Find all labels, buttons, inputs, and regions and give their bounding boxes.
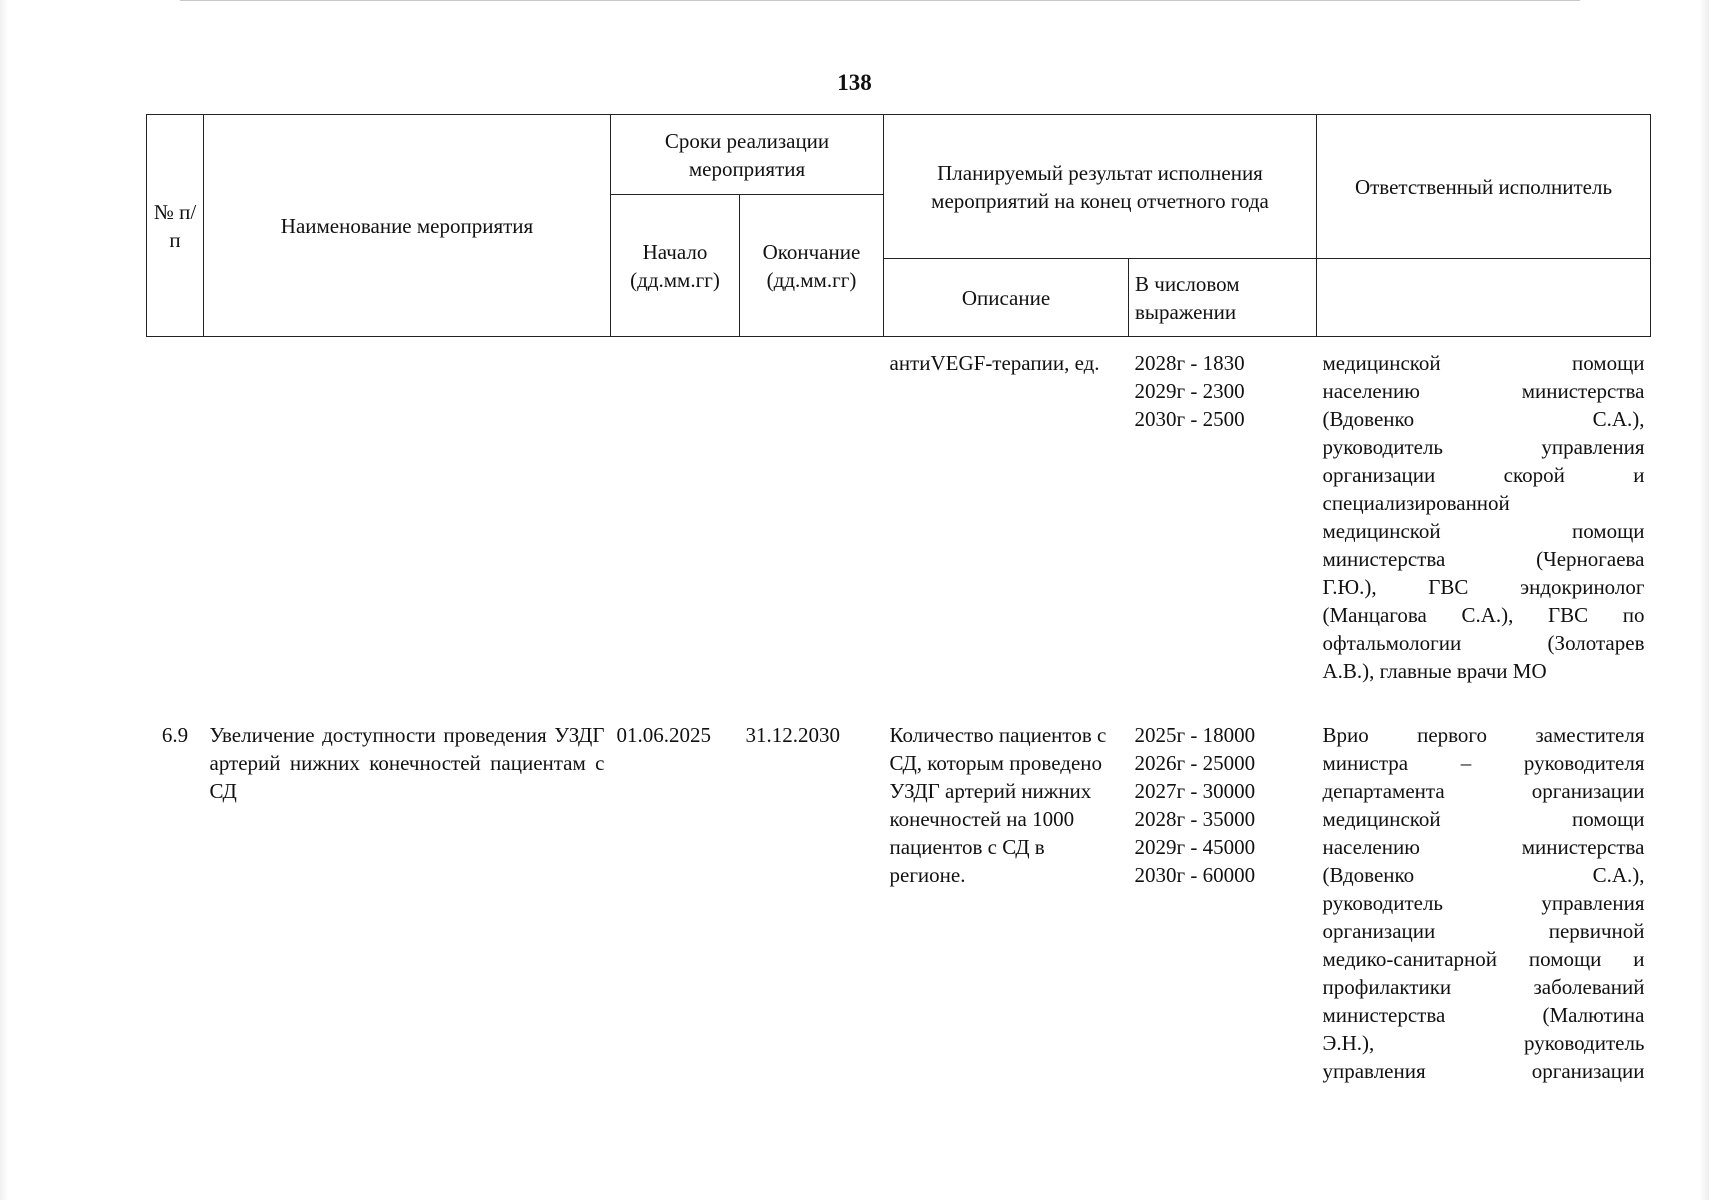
row-num: 6.9 <box>161 723 189 747</box>
row-start <box>611 337 740 716</box>
header-terms: Сроки реализации мероприятия <box>611 115 884 195</box>
numeric-line: 2030г - 2500 <box>1134 407 1245 431</box>
responsible-line: министра – руководителя <box>1322 751 1645 775</box>
numeric-line: 2027г - 30000 <box>1134 779 1256 803</box>
responsible-line: руководитель управления <box>1322 891 1645 915</box>
responsible-line: министерства (Черногаева <box>1322 547 1645 571</box>
row-numeric <box>1129 715 1317 1095</box>
numeric-line: 2029г - 2300 <box>1134 379 1245 403</box>
measures-table <box>146 114 1651 1095</box>
row-responsible <box>1317 337 1651 716</box>
responsible-line: специализированной <box>1322 491 1510 515</box>
row-name <box>204 337 611 716</box>
header-start: Начало (дд.мм.гг) <box>611 195 740 337</box>
responsible-line: управления организации <box>1322 1059 1645 1083</box>
row-description: антиVEGF-терапии, ед. <box>889 351 1100 375</box>
responsible-line: (Манцагова С.А.), ГВС по <box>1322 603 1645 627</box>
header-num: № п/п <box>147 115 204 337</box>
table-row <box>147 337 1651 716</box>
responsible-line: (Вдовенко С.А.), <box>1322 407 1645 431</box>
responsible-line: населению министерства <box>1322 379 1645 403</box>
responsible-line: Э.Н.), руководитель <box>1322 1031 1645 1055</box>
numeric-line: 2029г - 45000 <box>1134 835 1256 859</box>
responsible-line: профилактики заболеваний <box>1322 975 1645 999</box>
numeric-line: 2028г - 35000 <box>1134 807 1256 831</box>
responsible-line: Врио первого заместителя <box>1322 723 1645 747</box>
header-description: Описание <box>884 259 1129 337</box>
responsible-line: медицинской помощи <box>1322 807 1645 831</box>
responsible-line: организации первичной <box>1322 919 1645 943</box>
responsible-line: офтальмологии (Золотарев <box>1322 631 1645 655</box>
header-result: Планируемый результат исполнения мероприятий на конец отчетного года <box>884 115 1317 259</box>
numeric-line: 2026г - 25000 <box>1134 751 1256 775</box>
row-start: 01.06.2025 <box>616 723 711 747</box>
header-name: Наименование мероприятия <box>204 115 611 337</box>
numeric-line: 2030г - 60000 <box>1134 863 1256 887</box>
header-end: Окончание (дд.мм.гг) <box>740 195 884 337</box>
row-description: Количество пациентов с СД, которым проведено УЗДГ артерий нижних конечностей на 1000 пациентов с СД в регионе. <box>889 723 1107 887</box>
responsible-line: министерства (Малютина <box>1322 1003 1645 1027</box>
header-responsible: Ответственный исполнитель <box>1317 115 1651 259</box>
row-end <box>740 337 884 716</box>
table-header <box>147 115 1651 337</box>
row-responsible <box>1317 715 1651 1095</box>
row-end: 31.12.2030 <box>745 723 840 747</box>
scan-left-edge <box>0 0 8 1200</box>
responsible-line: населению министерства <box>1322 835 1645 859</box>
header-responsible-empty <box>1317 259 1651 337</box>
numeric-line: 2025г - 18000 <box>1134 723 1256 747</box>
responsible-line: департамента организации <box>1322 779 1645 803</box>
row-numeric <box>1129 337 1317 716</box>
responsible-line: А.В.), главные врачи МО <box>1322 659 1547 683</box>
responsible-line: Г.Ю.), ГВС эндокринолог <box>1322 575 1645 599</box>
responsible-line: руководитель управления <box>1322 435 1645 459</box>
numeric-line: 2028г - 1830 <box>1134 351 1245 375</box>
page-number: 138 <box>837 70 872 95</box>
responsible-line: (Вдовенко С.А.), <box>1322 863 1645 887</box>
responsible-line: медицинской помощи <box>1322 519 1645 543</box>
responsible-line: организации скорой и <box>1322 463 1645 487</box>
scan-right-edge <box>1699 0 1709 1200</box>
scan-top-edge <box>180 0 1580 1</box>
responsible-line: медико-санитарной помощи и <box>1322 947 1645 971</box>
table-row <box>147 715 1651 1095</box>
row-name: Увеличение доступности проведения УЗДГ артерий нижних конечностей пациентам с СД <box>209 723 605 803</box>
header-numeric: В числовом выражении <box>1129 259 1317 337</box>
row-num <box>147 337 204 716</box>
responsible-line: медицинской помощи <box>1322 351 1645 375</box>
